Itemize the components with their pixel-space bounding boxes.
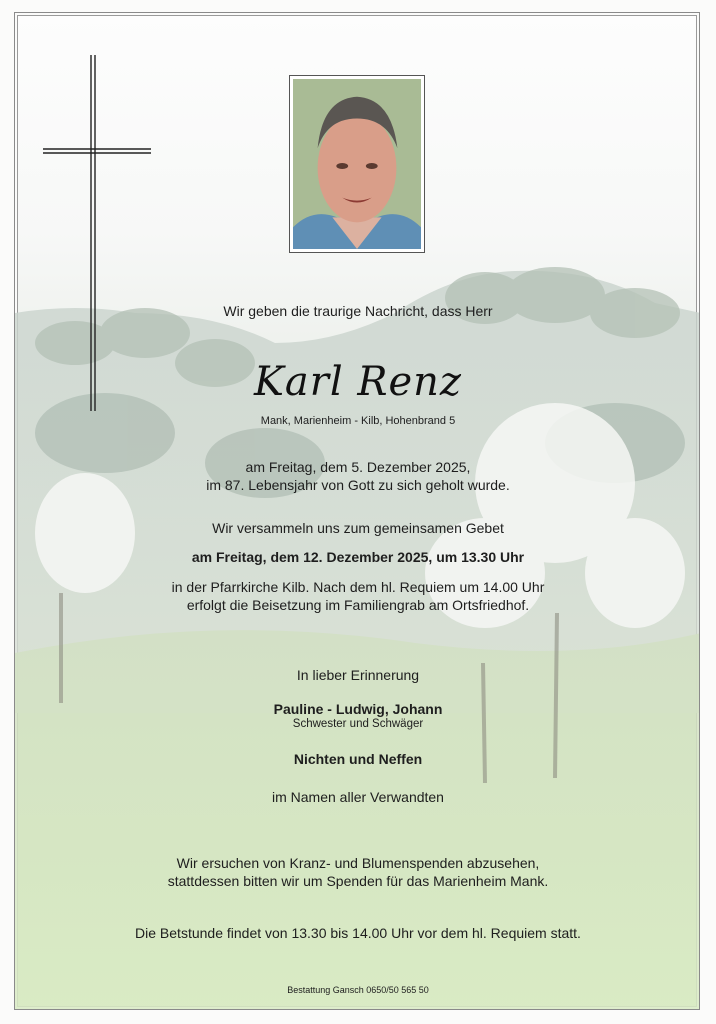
undertaker-footer: Bestattung Gansch 0650/50 565 50 [287, 985, 429, 995]
funeral-datetime: am Freitag, dem 12. Dezember 2025, um 13.30 Uhr [191, 549, 525, 565]
deceased-name: Karl Renz [254, 359, 462, 405]
church-line-1: in der Pfarrkirche Kilb. Nach dem hl. Requiem um 14.00 Uhr [171, 579, 545, 595]
deceased-address: Mank, Marienheim - Kilb, Hohenbrand 5 [260, 415, 456, 427]
gathering-text: Wir versammeln uns zum gemeinsamen Gebet [212, 520, 504, 536]
death-date-line: am Freitag, dem 5. Dezember 2025, [245, 459, 471, 475]
church-line-2: erfolgt die Beisetzung im Familiengrab am Ortsfriedhof. [186, 597, 530, 613]
portrait-frame [289, 75, 425, 253]
mourner-relation-1: Schwester und Schwäger [292, 718, 424, 730]
death-age-line: im 87. Lebensjahr von Gott zu sich geholt wurde. [206, 477, 510, 493]
portrait-photo [293, 79, 421, 249]
prayer-hour-text: Die Betstunde findet von 13.30 bis 14.00 Uhr vor dem hl. Requiem statt. [135, 925, 581, 941]
memory-text: In lieber Erinnerung [296, 667, 420, 683]
donation-line-1: Wir ersuchen von Kranz- und Blumenspenden abzusehen, [176, 855, 540, 871]
mourner-names-2: Nichten und Neffen [293, 751, 423, 767]
relatives-text: im Namen aller Verwandten [272, 789, 444, 805]
donation-line-2: stattdessen bitten wir um Spenden für das Marienheim Mank. [167, 873, 549, 889]
intro-text: Wir geben die traurige Nachricht, dass Herr [223, 303, 493, 319]
page-frame [14, 12, 700, 1010]
mourner-names-1: Pauline - Ludwig, Johann [273, 701, 443, 717]
